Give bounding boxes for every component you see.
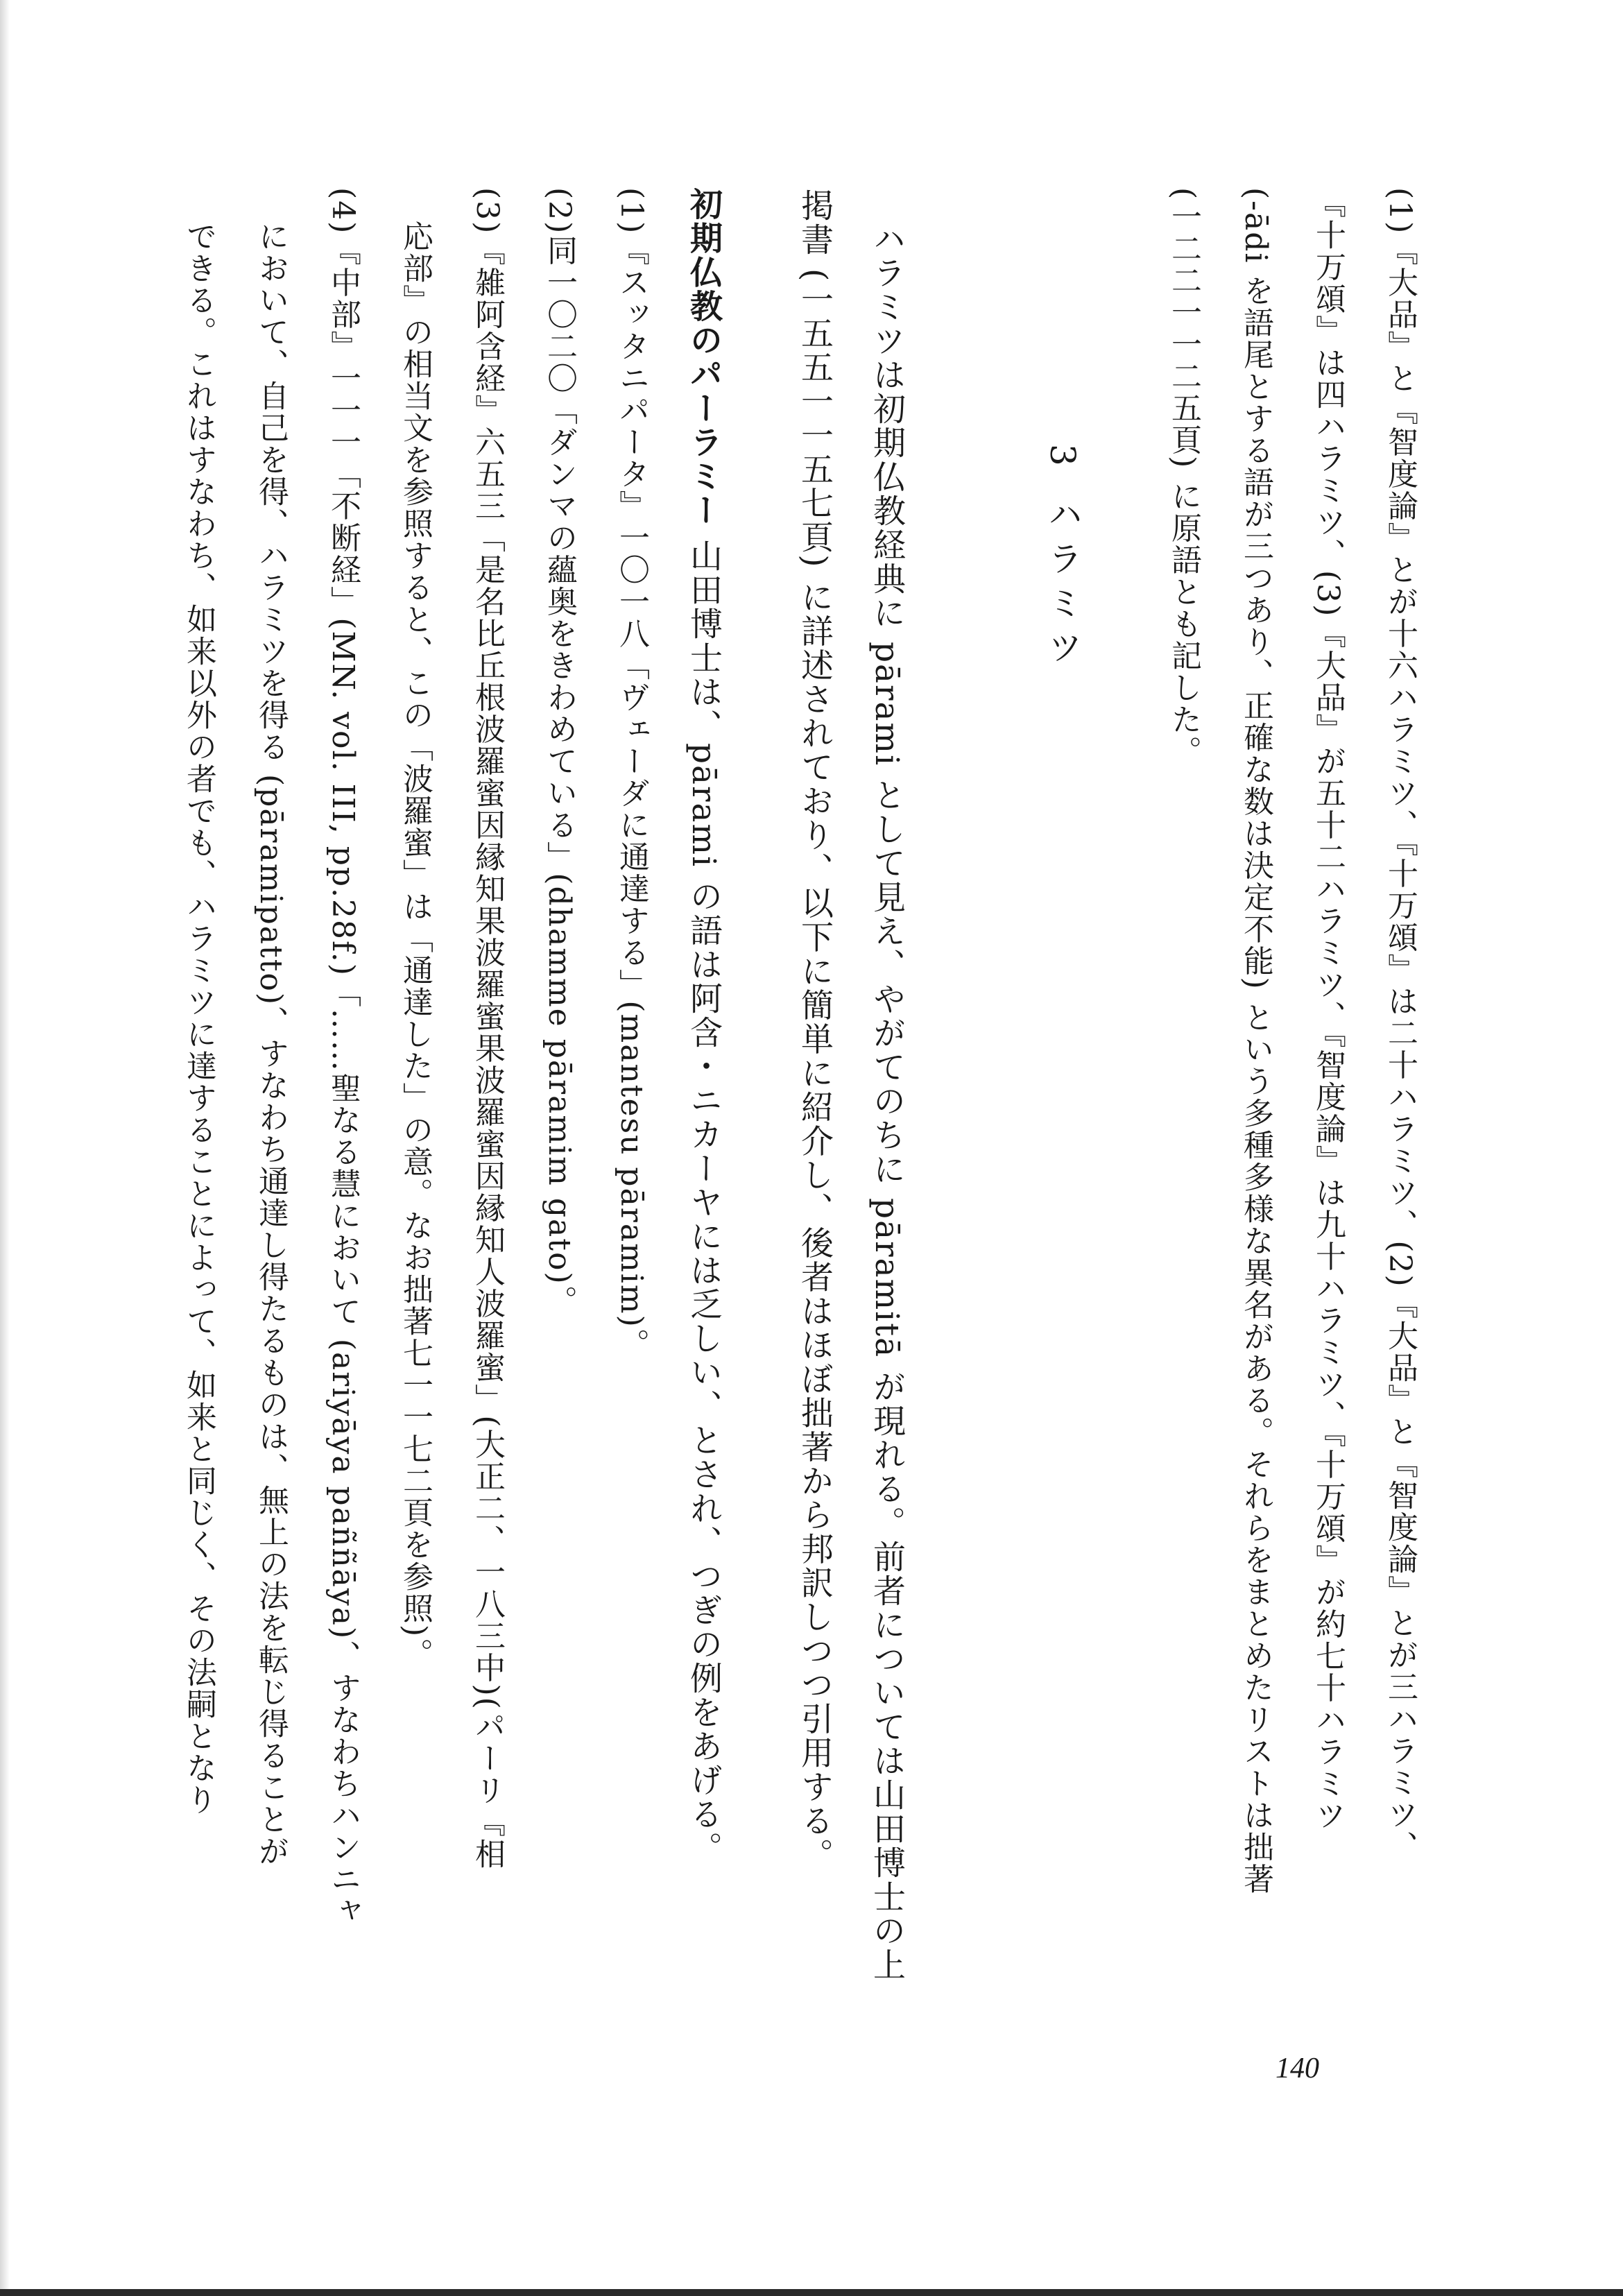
body-line: 掲書 (一五五一一五七頁) に詳述されており、以下に簡単に紹介し、後者はほぼ拙著から邦訳しつつ引用する。: [796, 189, 834, 1872]
chapter-number: 3: [1042, 444, 1083, 476]
section-line: [667, 187, 739, 2025]
chapter-heading: [1027, 444, 1099, 2025]
scan-edge-bottom: [0, 2289, 1623, 2296]
section-heading: 初期仏教のパーラミー: [685, 187, 723, 527]
example-line: において、自己を得、ハラミツを得る (pāramipatto)、すなわち通達し得たるものは、無上の法を転じ得ることが: [253, 221, 289, 1868]
example-line: 応部』の相当文を参照すると、この「波羅蜜」は「通達した」の意。なお拙著七一一七二頁を参照)。: [397, 221, 433, 1670]
example-line: できる。これはすなわち、如来以外の者でも、ハラミツに達することによって、如来と同じく、その法嗣となり: [181, 221, 216, 1816]
note-line: (一二二一一二五頁) に原語とも記した。: [1166, 187, 1201, 768]
chapter-title: ハラミツ: [1042, 496, 1083, 674]
example-line: (2)同一〇二〇「ダンマの蘊奥をきわめている」(dhamme pāramim gato)。: [542, 187, 577, 1317]
note-line: (1)『大品』と『智度論』とが十六ハラミツ、『十万頌』は二十ハラミツ、(2)『大品』と『智度論』とが三ハラミツ、: [1382, 187, 1418, 1862]
example-line: (3)『雑阿含経』六五三「是名比丘根波羅蜜因縁知果波羅蜜果波羅蜜因縁知人波羅蜜」(大正二、一八三中)(パーリ『相: [470, 187, 505, 1870]
section-text: 山田博士は、pārami の語は阿含・ニカーヤには乏しい、とされ、つぎの例をあげる。: [685, 538, 723, 1866]
scan-edge-left: [0, 0, 10, 2296]
body-line: ハラミツは初期仏教経典に pārami として見え、やがてのちに pāramitā が現れる。前者については山田博士の上: [868, 222, 906, 1982]
vertical-text-body: [76, 187, 1436, 2025]
example-line: (4)『中部』一一一「不断経」(MN. vol. III, pp.28f.)「……聖なる慧において (ariyāya paññāya)、すなわちハンニャ: [325, 187, 361, 1928]
note-line: 『十万頌』は四ハラミツ、(3)『大品』が五十二ハラミツ、『智度論』は九十ハラミツ、『十万頌』が約七十ハラミツ: [1310, 187, 1346, 1832]
example-line: (1)『スッタニパータ』一〇一八「ヴェーダに通達する」(mantesu pāramim)。: [614, 187, 649, 1360]
page-number: 140: [1276, 2053, 1319, 2084]
note-line: (-ādi を語尾とする語が三つあり、正確な数は決定不能) という多種多様な異名がある。それらをまとめたリストは拙著: [1238, 187, 1273, 1895]
